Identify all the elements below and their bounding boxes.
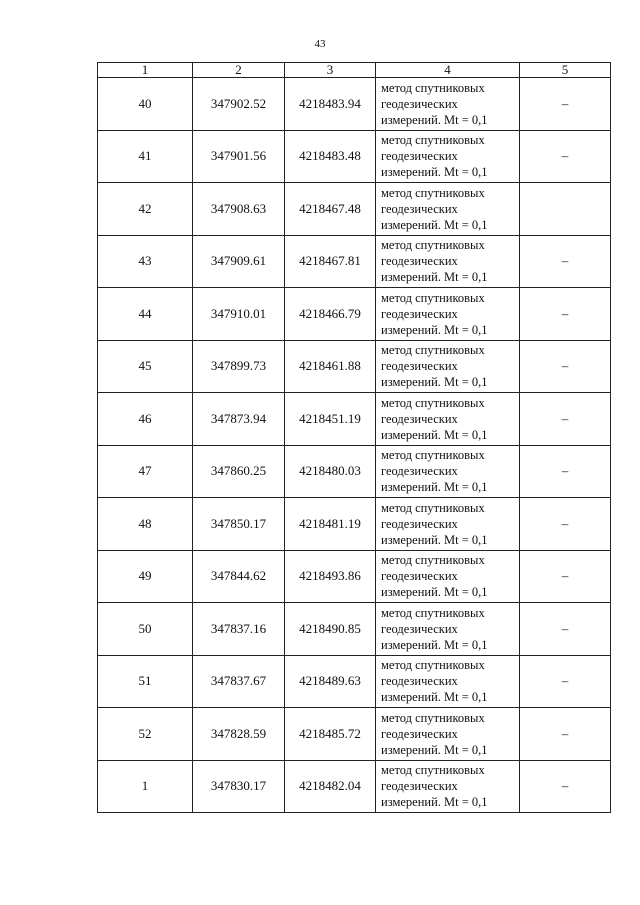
table-body — [98, 78, 611, 813]
x-coordinate-cell: 347850.17 — [193, 498, 285, 551]
method-line: измерений. Mt = 0,1 — [381, 427, 488, 442]
point-number-cell: 47 — [98, 445, 193, 498]
x-coordinate-cell: 347837.67 — [193, 655, 285, 708]
column-header: 2 — [193, 63, 285, 78]
y-coordinate-cell: 4218467.81 — [285, 235, 376, 288]
note-cell: – — [520, 498, 611, 551]
table-row — [98, 655, 611, 708]
method-cell — [376, 445, 520, 498]
method-line: измерений. Mt = 0,1 — [381, 480, 488, 495]
method-line: геодезических — [381, 411, 458, 426]
point-number-cell: 44 — [98, 288, 193, 341]
method-line: метод спутниковых — [381, 185, 485, 200]
note-cell: – — [520, 78, 611, 131]
method-line: метод спутниковых — [381, 553, 485, 568]
y-coordinate-cell: 4218466.79 — [285, 288, 376, 341]
x-coordinate-cell: 347873.94 — [193, 393, 285, 446]
y-coordinate-cell: 4218461.88 — [285, 340, 376, 393]
method-line: метод спутниковых — [381, 658, 485, 673]
y-coordinate-cell: 4218480.03 — [285, 445, 376, 498]
method-cell — [376, 760, 520, 813]
method-line: геодезических — [381, 306, 458, 321]
point-number-cell: 50 — [98, 603, 193, 656]
point-number-cell: 51 — [98, 655, 193, 708]
point-number-cell: 40 — [98, 78, 193, 131]
x-coordinate-cell: 347844.62 — [193, 550, 285, 603]
method-line: метод спутниковых — [381, 343, 485, 358]
method-cell — [376, 603, 520, 656]
y-coordinate-cell: 4218485.72 — [285, 708, 376, 761]
method-line: метод спутниковых — [381, 763, 485, 778]
note-cell: – — [520, 235, 611, 288]
table-row — [98, 393, 611, 446]
method-line: метод спутниковых — [381, 448, 485, 463]
method-line: геодезических — [381, 621, 458, 636]
method-line: измерений. Mt = 0,1 — [381, 690, 488, 705]
method-cell — [376, 393, 520, 446]
method-line: метод спутниковых — [381, 238, 485, 253]
x-coordinate-cell: 347910.01 — [193, 288, 285, 341]
column-header: 3 — [285, 63, 376, 78]
method-line: метод спутниковых — [381, 710, 485, 725]
method-line: геодезических — [381, 464, 458, 479]
point-number-cell: 46 — [98, 393, 193, 446]
x-coordinate-cell: 347902.52 — [193, 78, 285, 131]
y-coordinate-cell: 4218493.86 — [285, 550, 376, 603]
note-cell: – — [520, 603, 611, 656]
method-line: измерений. Mt = 0,1 — [381, 637, 488, 652]
method-line: метод спутниковых — [381, 133, 485, 148]
method-cell — [376, 183, 520, 236]
point-number-cell: 45 — [98, 340, 193, 393]
note-cell: – — [520, 340, 611, 393]
x-coordinate-cell: 347909.61 — [193, 235, 285, 288]
point-number-cell: 43 — [98, 235, 193, 288]
method-line: геодезических — [381, 569, 458, 584]
table-row — [98, 498, 611, 551]
method-cell — [376, 340, 520, 393]
table-row — [98, 78, 611, 131]
table-row — [98, 288, 611, 341]
y-coordinate-cell: 4218489.63 — [285, 655, 376, 708]
method-line: измерений. Mt = 0,1 — [381, 375, 488, 390]
method-cell — [376, 235, 520, 288]
table-row — [98, 603, 611, 656]
method-cell — [376, 550, 520, 603]
point-number-cell: 49 — [98, 550, 193, 603]
method-line: измерений. Mt = 0,1 — [381, 270, 488, 285]
point-number-cell: 41 — [98, 130, 193, 183]
x-coordinate-cell: 347828.59 — [193, 708, 285, 761]
method-line: геодезических — [381, 359, 458, 374]
table-header-row — [98, 63, 611, 78]
method-line: геодезических — [381, 726, 458, 741]
method-line: геодезических — [381, 674, 458, 689]
note-cell: – — [520, 708, 611, 761]
table-row — [98, 550, 611, 603]
column-header: 1 — [98, 63, 193, 78]
method-line: измерений. Mt = 0,1 — [381, 742, 488, 757]
y-coordinate-cell: 4218467.48 — [285, 183, 376, 236]
method-line: метод спутниковых — [381, 500, 485, 515]
y-coordinate-cell: 4218483.48 — [285, 130, 376, 183]
point-number-cell: 52 — [98, 708, 193, 761]
method-line: измерений. Mt = 0,1 — [381, 585, 488, 600]
y-coordinate-cell: 4218483.94 — [285, 78, 376, 131]
table-row — [98, 445, 611, 498]
coordinates-table — [97, 62, 611, 813]
table-row — [98, 235, 611, 288]
y-coordinate-cell: 4218490.85 — [285, 603, 376, 656]
note-cell: – — [520, 130, 611, 183]
method-line: геодезических — [381, 96, 458, 111]
method-line: геодезических — [381, 516, 458, 531]
method-cell — [376, 655, 520, 708]
method-line: измерений. Mt = 0,1 — [381, 217, 488, 232]
method-line: геодезических — [381, 254, 458, 269]
note-cell: – — [520, 760, 611, 813]
method-line: метод спутниковых — [381, 605, 485, 620]
method-cell — [376, 288, 520, 341]
method-cell — [376, 130, 520, 183]
x-coordinate-cell: 347837.16 — [193, 603, 285, 656]
note-cell: – — [520, 288, 611, 341]
table-row — [98, 130, 611, 183]
method-line: измерений. Mt = 0,1 — [381, 165, 488, 180]
method-line: геодезических — [381, 201, 458, 216]
method-cell — [376, 708, 520, 761]
note-cell: – — [520, 445, 611, 498]
y-coordinate-cell: 4218482.04 — [285, 760, 376, 813]
note-cell: – — [520, 655, 611, 708]
table-row — [98, 760, 611, 813]
column-header: 5 — [520, 63, 611, 78]
note-cell: – — [520, 550, 611, 603]
method-line: измерений. Mt = 0,1 — [381, 795, 488, 810]
method-line: измерений. Mt = 0,1 — [381, 322, 488, 337]
table-row — [98, 340, 611, 393]
method-line: метод спутниковых — [381, 80, 485, 95]
method-cell — [376, 78, 520, 131]
method-line: измерений. Mt = 0,1 — [381, 532, 488, 547]
note-cell — [520, 183, 611, 236]
page-number: 43 — [314, 38, 326, 50]
x-coordinate-cell: 347860.25 — [193, 445, 285, 498]
x-coordinate-cell: 347908.63 — [193, 183, 285, 236]
point-number-cell: 1 — [98, 760, 193, 813]
point-number-cell: 42 — [98, 183, 193, 236]
note-cell: – — [520, 393, 611, 446]
method-line: измерений. Mt = 0,1 — [381, 112, 488, 127]
method-line: геодезических — [381, 149, 458, 164]
method-line: геодезических — [381, 779, 458, 794]
method-line: метод спутниковых — [381, 290, 485, 305]
table-row — [98, 183, 611, 236]
column-header: 4 — [376, 63, 520, 78]
table-row — [98, 708, 611, 761]
point-number-cell: 48 — [98, 498, 193, 551]
y-coordinate-cell: 4218481.19 — [285, 498, 376, 551]
x-coordinate-cell: 347901.56 — [193, 130, 285, 183]
x-coordinate-cell: 347830.17 — [193, 760, 285, 813]
x-coordinate-cell: 347899.73 — [193, 340, 285, 393]
method-line: метод спутниковых — [381, 395, 485, 410]
y-coordinate-cell: 4218451.19 — [285, 393, 376, 446]
method-cell — [376, 498, 520, 551]
